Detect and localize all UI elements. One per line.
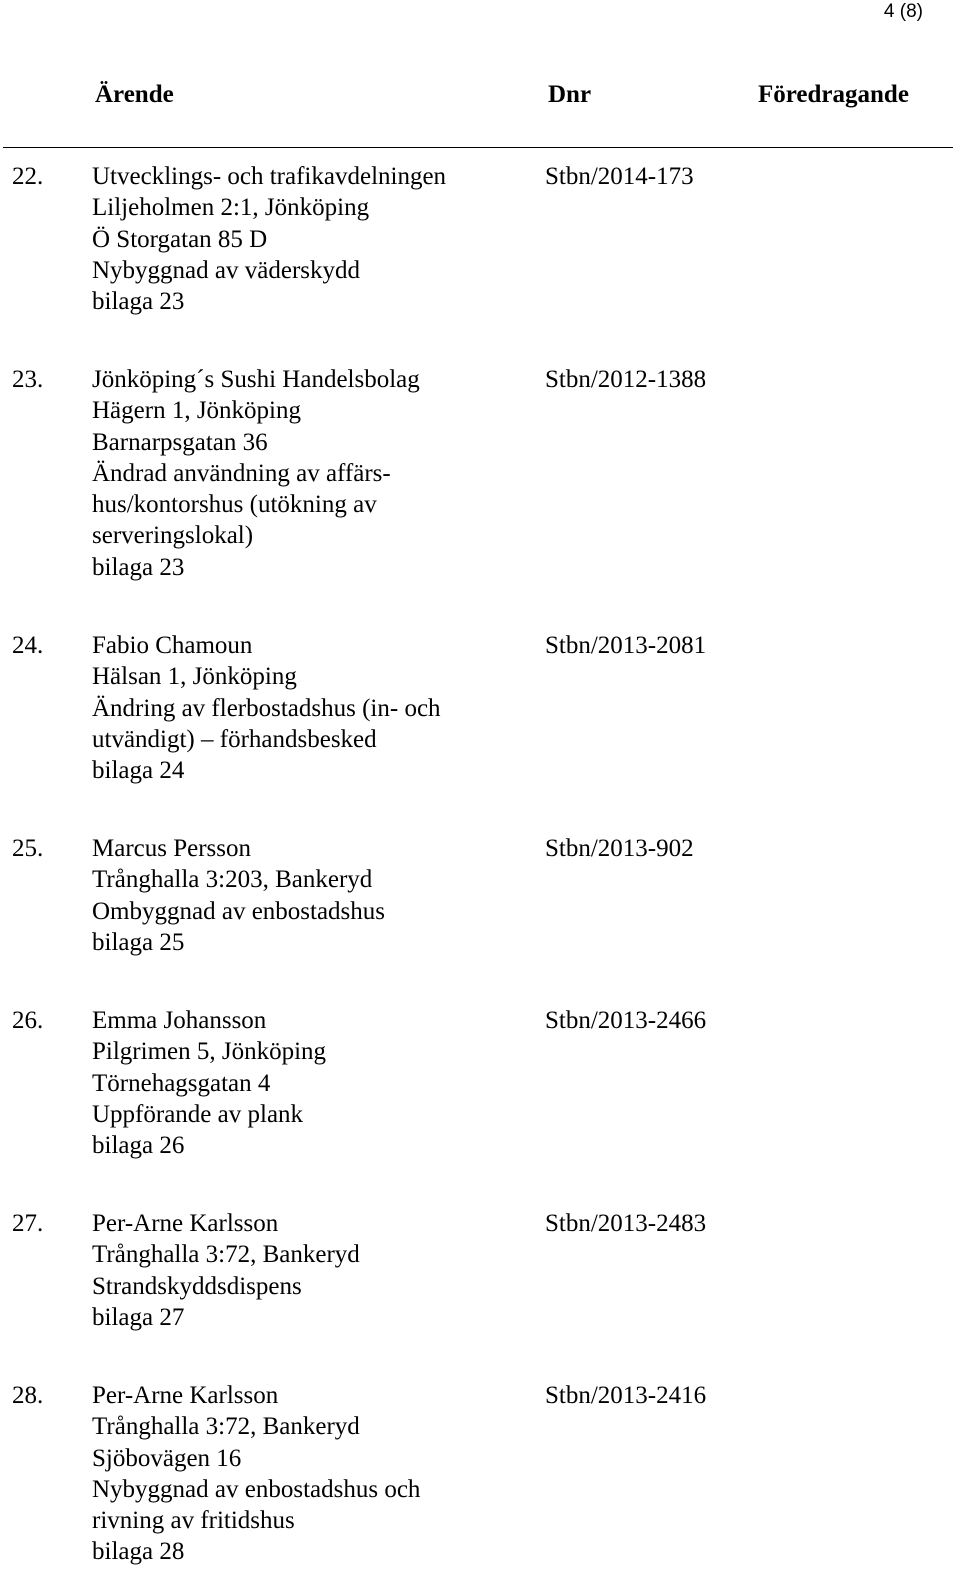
item-line: bilaga 27 <box>92 1303 185 1331</box>
item-line: bilaga 25 <box>92 928 185 956</box>
item-line: Pilgrimen 5, Jönköping <box>92 1038 327 1066</box>
item-line: bilaga 23 <box>92 553 185 581</box>
item-line: rivning av fritidshus <box>92 1507 295 1535</box>
item-line: utvändigt) – förhandsbesked <box>92 725 377 753</box>
item-number: 24. <box>12 632 44 659</box>
item-line: Sjöbovägen 16 <box>92 1444 242 1472</box>
item-dnr: Stbn/2013-2081 <box>545 632 707 659</box>
item-line: hus/kontorshus (utökning av <box>92 491 377 519</box>
item-number: 26. <box>12 1007 44 1034</box>
item-line: Hälsan 1, Jönköping <box>92 663 297 691</box>
item-dnr: Stbn/2013-2483 <box>545 1210 707 1237</box>
item-description <box>92 833 385 958</box>
page-number: 4 (8) <box>883 1 923 22</box>
item-line: Törnehagsgatan 4 <box>92 1069 271 1097</box>
item-description <box>92 161 446 317</box>
item-line: Emma Johansson <box>92 1007 267 1034</box>
header-foredragande: Föredragande <box>758 81 909 108</box>
item-line: Ombyggnad av enbostadshus <box>92 897 386 925</box>
item-description <box>92 1005 326 1161</box>
item-line: bilaga 24 <box>92 757 185 785</box>
item-line: Per-Arne Karlsson <box>92 1210 279 1237</box>
item-line: Uppförande av plank <box>92 1100 304 1128</box>
item-description <box>92 1380 420 1568</box>
item-description <box>92 364 420 583</box>
item-dnr: Stbn/2013-2416 <box>545 1382 707 1409</box>
item-line: Ändring av flerbostadshus (in- och <box>92 694 441 722</box>
item-line: bilaga 28 <box>92 1538 185 1566</box>
item-number: 25. <box>12 835 44 862</box>
item-description <box>92 1208 360 1333</box>
item-line: Jönköping´s Sushi Handelsbolag <box>92 366 420 393</box>
item-line: Liljeholmen 2:1, Jönköping <box>92 194 370 222</box>
item-dnr: Stbn/2013-902 <box>545 835 694 862</box>
item-line: bilaga 26 <box>92 1132 185 1160</box>
item-line: bilaga 23 <box>92 288 185 316</box>
header-dnr: Dnr <box>548 81 592 108</box>
item-line: Nybyggnad av väderskydd <box>92 256 360 284</box>
item-line: Utvecklings- och trafikavdelningen <box>92 163 447 190</box>
item-number: 28. <box>12 1382 44 1409</box>
item-dnr: Stbn/2012-1388 <box>545 366 707 393</box>
item-dnr: Stbn/2013-2466 <box>545 1007 707 1034</box>
item-line: Trånghalla 3:72, Bankeryd <box>92 1413 360 1441</box>
item-line: Fabio Chamoun <box>92 632 253 659</box>
item-number: 23. <box>12 366 44 393</box>
column-header <box>0 78 960 112</box>
item-number: 22. <box>12 163 44 190</box>
header-arende: Ärende <box>95 81 174 108</box>
item-line: Ö Storgatan 85 D <box>92 225 268 253</box>
item-line: Marcus Persson <box>92 835 252 862</box>
item-line: Barnarpsgatan 36 <box>92 428 268 456</box>
header-rule <box>3 147 953 148</box>
item-dnr: Stbn/2014-173 <box>545 163 694 190</box>
item-line: Ändrad användning av affärs- <box>92 459 391 487</box>
item-line: Trånghalla 3:203, Bankeryd <box>92 866 373 894</box>
item-line: serveringslokal) <box>92 522 254 550</box>
item-line: Hägern 1, Jönköping <box>92 397 301 425</box>
item-line: Nybyggnad av enbostadshus och <box>92 1475 421 1503</box>
item-description <box>92 630 441 786</box>
item-number: 27. <box>12 1210 44 1237</box>
item-line: Per-Arne Karlsson <box>92 1382 279 1409</box>
item-line: Trånghalla 3:72, Bankeryd <box>92 1241 360 1269</box>
item-line: Strandskyddsdispens <box>92 1272 302 1300</box>
